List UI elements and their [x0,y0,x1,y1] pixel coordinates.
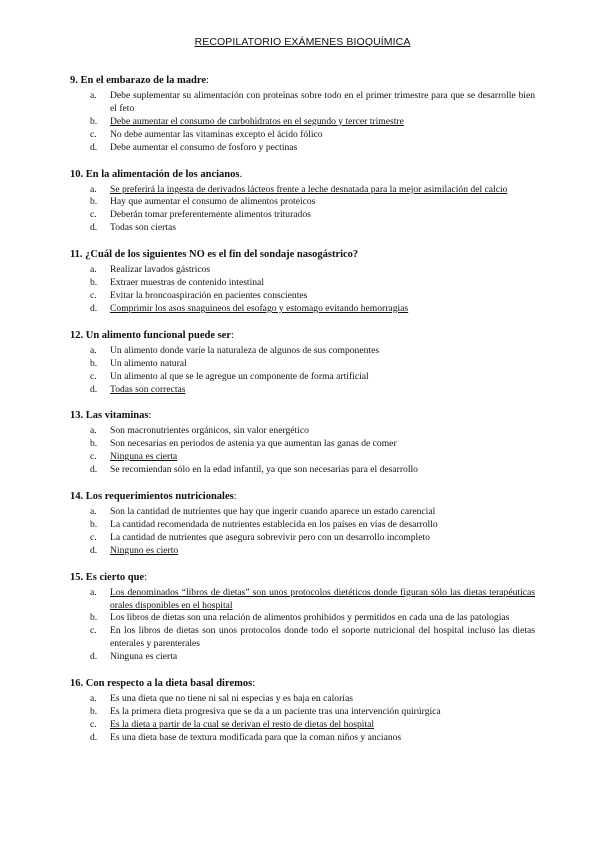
question-suffix: : [144,571,147,583]
answer-option [70,545,535,558]
question-title: Un alimento funcional puede ser [85,329,232,341]
option-text: Extraer muestras de contenido intestinal [110,277,264,289]
option-text-correct: Ninguna es cierta [110,451,178,463]
question-heading [70,409,535,422]
answer-option [70,358,535,371]
question-title: En el embarazo de la madre [80,75,206,86]
option-text: Debe aumentar el consumo de fosforo y pectinas [110,141,298,153]
option-text: Es una dieta que no tiene ni sal ni especias y es baja en calorías [110,693,353,705]
question-suffix: . [239,168,243,180]
option-letter: d. [90,383,98,395]
option-letter: c. [90,451,97,463]
answer-option [70,209,535,222]
answer-option [70,706,535,719]
question-number: 10. [70,168,84,180]
answer-option [70,519,535,532]
option-text: No debe aumentar las vitaminas excepto el ácido fólico [110,128,323,140]
question-number: 11. [70,249,83,261]
answer-options [70,345,535,397]
question-heading [70,329,535,342]
option-letter: a. [90,344,97,356]
option-text: Se recomiendan sólo en la edad infantil, ya que son necesarias para el desarrollo [110,464,418,476]
option-letter: a. [90,183,97,195]
option-text-correct: Ninguno es cierto [110,544,179,556]
answer-options [70,264,535,316]
answer-option [70,612,535,625]
answer-option [70,625,535,651]
option-text-correct: Se preferirá la ingesta de derivados lácteos frente a leche desnatada para la mejor asimilación del calcio [110,183,508,195]
option-letter: d. [90,731,98,743]
answer-option [70,651,535,664]
answer-options [70,184,535,236]
answer-options [70,506,535,558]
document-title: RECOPILATORIO EXÁMENES BIOQUÍMICA [194,36,411,48]
option-letter: d. [90,651,98,663]
answer-option [70,587,535,613]
answer-option [70,693,535,706]
option-letter: b. [90,196,98,208]
question-list [70,74,535,745]
option-letter: a. [90,264,97,276]
option-letter: c. [90,625,97,637]
answer-option [70,732,535,745]
answer-option [70,384,535,397]
question-heading [70,168,535,181]
question-heading [70,74,535,87]
option-text: Un alimento al que se le agregue un componente de forma artificial [110,370,369,382]
answer-options [70,693,535,745]
option-text-correct: Debe aumentar el consumo de carbohidratos en el segundo y tercer trimestre [110,115,404,127]
answer-option [70,129,535,142]
answer-option [70,303,535,316]
answer-option [70,90,535,116]
option-text: Es una dieta base de textura modificada para que la coman niños y ancianos [110,731,402,743]
option-text: Ninguna es cierta [110,651,178,663]
question-heading [70,248,535,261]
question-heading [70,490,535,503]
option-text: Hay que aumentar el consumo de alimentos proteicos [110,196,316,208]
answer-option [70,451,535,464]
option-text: Deberán tomar preferentemente alimentos triturados [110,209,311,221]
question-title: Con respecto a la dieta basal diremos [85,678,253,690]
option-text: Son macronutrientes orgánicos, sin valor energético [110,425,309,437]
question-title: Las vitaminas [85,410,149,422]
option-letter: c. [90,531,97,543]
question-block [70,490,535,558]
option-letter: d. [90,302,98,314]
option-text: La cantidad de nutrientes que asegura sobrevivir pero con un desarrollo incompleto [110,531,430,543]
option-text: Un alimento natural [110,357,187,369]
option-text: Son la cantidad de nutrientes que hay que ingerir cuando aparece un estado carencial [110,506,436,518]
question-number: 14. [70,491,84,503]
option-text: Son necesarias en periodos de astenia ya que aumentan las ganas de comer [110,438,397,450]
question-heading [70,677,535,690]
answer-option [70,196,535,209]
question-suffix: : [206,75,209,86]
option-text: La cantidad recomendada de nutrientes establecida en los países en vías de desarrollo [110,518,438,530]
option-letter: d. [90,141,98,153]
question-block [70,329,535,397]
answer-option [70,464,535,477]
answer-option [70,142,535,155]
question-suffix: : [231,329,234,341]
answer-options [70,587,535,664]
option-letter: c. [90,370,97,382]
option-text-correct: Comprimir los asos snaguineos del esofago y estomago evitando hemorragias [110,302,409,314]
option-letter: c. [90,289,97,301]
option-text: Debe suplementar su alimentación con proteínas sobre todo en el primer trimestre para que se desarrolle bien el feto [110,90,535,114]
option-text: Un alimento donde varíe la naturaleza de algunos de sus componentes [110,344,380,356]
question-heading [70,571,535,584]
option-letter: b. [90,115,98,127]
option-letter: c. [90,209,97,221]
option-letter: b. [90,518,98,530]
question-block [70,571,535,664]
answer-option [70,719,535,732]
question-title: En la alimentación de los ancianos [85,168,240,180]
question-suffix: : [233,491,237,503]
answer-option [70,345,535,358]
question-block [70,74,535,155]
question-suffix: : [252,678,256,690]
answer-option [70,506,535,519]
option-letter: b. [90,612,98,624]
answer-option [70,184,535,197]
answer-option [70,532,535,545]
answer-option [70,222,535,235]
option-text: Los libros de dietas son una relación de alimentos prohibidos y permitidos en cada una de las patologías [110,612,510,624]
answer-options [70,90,535,155]
question-block [70,248,535,316]
answer-option [70,425,535,438]
option-letter: c. [90,718,97,730]
option-letter: d. [90,464,98,476]
option-letter: b. [90,706,98,717]
option-text: En los libros de dietas son unos protocolos donde todo el soporte nutricional del hospital incluso las dietas enterales y parenterales [110,625,535,650]
option-letter: b. [90,438,98,450]
option-letter: a. [90,586,97,598]
question-title: Los requerimientos nutricionales [85,491,234,503]
question-number: 16. [70,678,84,690]
question-block [70,409,535,477]
question-number: 9. [70,75,78,86]
option-letter: c. [90,128,97,140]
answer-option [70,371,535,384]
question-block [70,168,535,236]
answer-option [70,277,535,290]
question-number: 12. [70,329,84,341]
option-letter: d. [90,544,98,556]
answer-option [70,264,535,277]
question-title: ¿Cuál de los siguientes NO es el fin del sondaje nasogástrico? [85,249,359,261]
question-title: Es cierto que [85,571,145,583]
question-number: 15. [70,571,84,583]
option-letter: b. [90,357,98,369]
question-suffix: : [148,410,152,422]
option-letter: a. [90,506,97,518]
option-letter: d. [90,222,98,234]
option-text: Evitar la broncoaspiración en pacientes conscientes [110,289,308,301]
option-text: Todas son ciertas [110,222,176,234]
option-text-correct: Los denominados “libros de dietas” son unos protocolos dietéticos donde figuran sólo las dietas terapéuticas orales disponibles en el hospital [110,586,535,611]
option-text: Realizar lavados gástricos [110,264,211,276]
option-text: Es la primera dieta progresiva que se da a un paciente tras una intervención quirúrgica [110,706,441,717]
option-text-correct: Es la dieta a partir de la cual se derivan el resto de dietas del hospital [110,718,374,730]
answer-options [70,425,535,477]
question-block [70,677,535,745]
option-text-correct: Todas son correctas [110,383,186,395]
option-letter: a. [90,693,97,705]
option-letter: a. [90,90,97,101]
answer-option [70,438,535,451]
answer-option [70,116,535,129]
option-letter: b. [90,277,98,289]
option-letter: a. [90,425,97,437]
answer-option [70,290,535,303]
question-number: 13. [70,410,84,422]
